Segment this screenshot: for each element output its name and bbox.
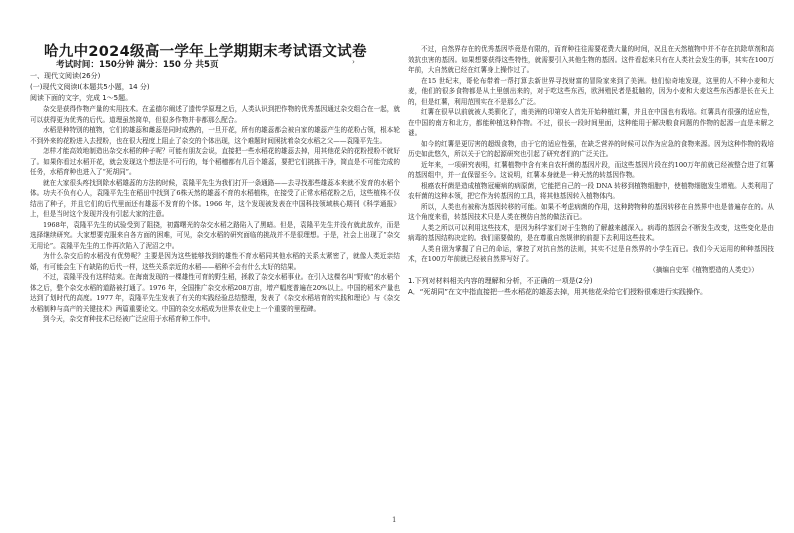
passage-paragraph: 人类自诩为掌握了自己的命运，掌控了对抗自然的法则，其实不过是自然界的小学生而已。我们今天运用的种种基因技术，在100万年前就已经被自然界写好了。 (408, 244, 774, 263)
passage-paragraph: 为什么杂交后的水稻没有优势呢？主要是因为这些能够找到的雄性不育水稻同其他水稻的关系太紧密了，就像人类近亲结婚，有可能会生下有缺陷的后代一样，这些关系亲近的水稻——稻种不会有什么太好的结果。 (30, 252, 400, 271)
instruction: 阅读下面的文字，完成 1～5题。 (30, 94, 133, 102)
page-number: 1 (392, 516, 397, 524)
exam-title: 哈九中2024级高一学年上学期期末考试语文试卷 (44, 44, 367, 60)
left-column (30, 71, 400, 521)
passage-paragraph: 到今天，杂交育种技术已经被广泛应用于水稻育种工作中。 (43, 315, 215, 323)
passage-paragraph: 如今的红薯是更厉害的超级食物，由于它的适应性强，在缺乏营养的时候可以作为应急的食物来源。因为这种作物的栽培历史如此悠久，所以关于它的起源研究也引起了研究者们的广泛关注。 (408, 139, 774, 158)
question-option-a: A．“死胡同”在文中指直接把一些水稻花的雄蕊去掉，用其他花朵给它们授粉很难进行实践操作。 (408, 288, 708, 296)
passage-paragraph: 杂交是获得作物产量的实用技术。在孟德尔阐述了遗传学原理之后，人类认识到把作物的优秀基因通过杂交组合在一起，就可以获得更为优秀的后代。道理虽然简单，但很多作物并非都那么配合。 (30, 105, 400, 124)
exam-meta: 考试时间：150分钟 满分：150 分 共5页 (56, 60, 219, 70)
passage-paragraph: 红薯在很早以前就被人类驯化了，南美洲的印第安人首先开始种植红薯，并且在中国也有栽培。红薯具有很强的适应性，在中国的南方和北方，都能种植这种作物。不过，很长一段时间里面，这种能用于解决粮食问题的作物的起源一直是未解之谜。 (408, 108, 774, 137)
margin-mark: › (352, 58, 355, 66)
passage-paragraph: 不过，自然界存在的优秀基因毕竟是有限的，而育种往往需要花费大量的时间，况且在天然植物中并不存在抗除草剂和高效抗虫害的基因。如果想要获得这些特性，就需要引入其他生物的基因。这件看起来只有在人类社会发生的事，其实在100万年前，大自然就已经在红薯身上操作过了。 (408, 45, 774, 74)
passage-paragraph: 不过，袁隆平没有这样结束。在海南发现的一棵雄性可育的野生稻，拯救了杂交水稻事业。在引入这棵名叫“野败”的水稻个体之后，整个杂交水稻的道路被打通了。1976 年，全国推广杂交水稻208万亩，增产幅度普遍在20%以上。中国的稻米产量也达到了划时代的高度。1977 年，袁隆平先生发表了有关的实践经验总结整理，发表了《杂交水稻培育的实践和理论》与《杂交水稻制种与高产的关键技术》两篇重要论文。中国的杂交水稻成为世界农业史上一个重要的里程碑。 (30, 273, 400, 313)
right-column (408, 44, 774, 524)
passage-paragraph: 人类之所以可以利用这些技术，是因为科学家们对于生物的了解越来越深入。病毒的基因会不断发生改变，这些变化是由病毒的基因结构决定的。我们需要做的，是在尊重自然规律的前提下去利用这些技术。 (408, 223, 774, 242)
passage-paragraph: 在15 世纪末，哥伦布带着一帮打算去新世界寻找财富的冒险家来到了美洲。他们惊奇地发现，这里的人不种小麦和大麦，他们的很多食物都是从土里刨出来的，对于吃这些东西，欧洲殖民者是抵触的，因为小麦和大麦这些东西都是长在天上的，但是红薯，利用范围实在不是那么广泛。 (408, 76, 774, 106)
passage-paragraph: 1968年，袁隆平先生的试验受到了阻挠，初露曙光的杂交水稻之路陷入了黑暗。但是，袁隆平先生并没有就此放弃，而是选择继续研究。大家想要克服来自各方面的困难，可见，杂交水稻的研究面临的挑战并不是很理想。于是，社会上出现了“杂交无用论”。袁隆平先生的工作再次陷入了泥沼之中。 (30, 220, 400, 250)
passage-paragraph: 根癌农杆菌是造成植物冠瘿病的病原菌，它能把自己的一段 DNA 转移到植物细胞中，使植物细胞发生增殖。人类利用了农杆菌的这种本领，把它作为转基因的工具，将其他基因转入植物体内。 (408, 181, 774, 200)
subsection-heading: (一)现代文阅读Ⅰ(本题共5小题，14 分) (30, 83, 150, 91)
passage-paragraph: 近年来，一项研究表明，红薯植物中含有来自农杆菌的基因片段，而这些基因片段在约100万年前就已经被整合进了红薯的基因组中，并一直保留至今。这说明，红薯本身就是一种天然的转基因作物。 (408, 160, 774, 179)
passage-paragraph: 所以，人类也有被称为基因转移的可能。如果不考虑病菌的作用，这种跨物种的基因转移在自然界中也是普遍存在的。从这个角度来看，转基因技术只是人类在模仿自然的做法而已。 (408, 202, 774, 221)
passage-paragraph: 水稻是种特别的植物，它们的雄蕊和雌蕊是同时成熟的，一旦开花，所有的雄蕊都会被自家的雄蕊产生的花粉占领，根本轮不到外来的花粉进入去授粉，也在很大程度上阻止了杂交的个体出现，这个难题时间困扰着杂交水稻之父——袁隆平先生。 (30, 126, 400, 145)
source-citation: （摘编自史军《植物塑造的人类史》） (649, 265, 758, 274)
passage-paragraph: 就在大家很头疼找到除水稻雄蕊的方法的时候，袁隆平先生为我们打开一条通路——去寻找那些雄蕊本来就不发育的水稻个体。功夫不负有心人，袁隆平先生在稻田中找到了6株天然的雄蕊不育的水稻植株，在接受了正常水稻花粉之后，这些植株不仅结出了种子，并且它们的后代里面还有雄蕊不发育的个体。1966 年，这个发现被发表在中国科技领域核心期刊《科学通报》上，但是当时这个发现并没有引起大家的注意。 (30, 178, 400, 218)
question-stem: 1.下列对材料相关内容的理解和分析，不正确的一项是(2分) (408, 276, 593, 285)
passage-paragraph: 怎样才能高效地制造出杂交水稻的种子呢？可能有朋友会说，直接把一些水稻花的雄蕊去掉，用其他花朵的花粉授粉不就好了。如果你看过水稻开花，就会发现这个想法是不可行的，每个稻穗都有几百个雄蕊，要把它们挑拣干净，简直是不可能完成的任务，水稻育种也进入了“死胡同”。 (30, 147, 400, 176)
section-heading: 一、现代文阅读(26分) (30, 72, 101, 80)
